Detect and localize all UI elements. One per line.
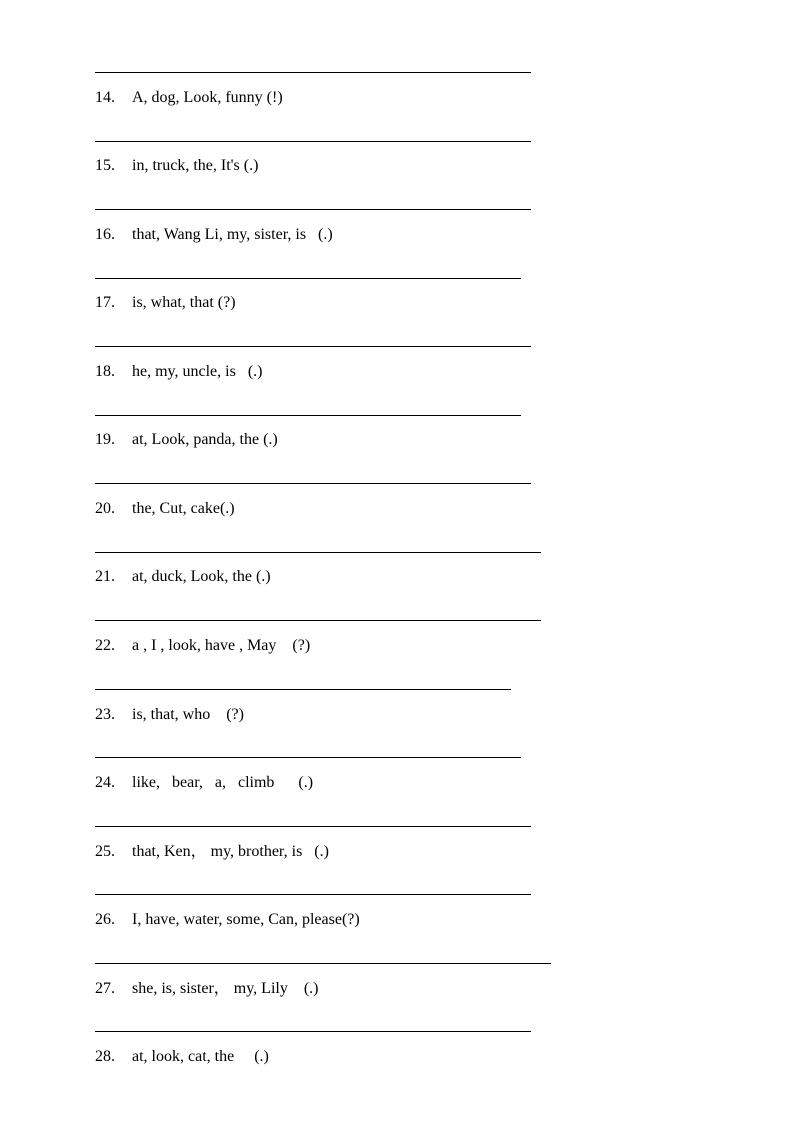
question-20 bbox=[95, 499, 235, 519]
question-number: 16. bbox=[95, 226, 115, 243]
question-words: she, is, sister， my, Lily (.) bbox=[132, 980, 319, 997]
answer-line-13 bbox=[95, 72, 531, 73]
question-15 bbox=[95, 156, 258, 176]
question-number: 20. bbox=[95, 500, 115, 517]
answer-line-27 bbox=[95, 1031, 531, 1032]
answer-line-16 bbox=[95, 278, 521, 279]
question-number: 23. bbox=[95, 706, 115, 723]
question-27 bbox=[95, 979, 319, 999]
answer-line-26 bbox=[95, 963, 551, 964]
answer-line-25 bbox=[95, 894, 531, 895]
answer-line-18 bbox=[95, 415, 521, 416]
question-26 bbox=[95, 910, 360, 930]
question-words: is, that, who (?) bbox=[132, 706, 244, 723]
answer-line-22 bbox=[95, 689, 511, 690]
question-words: at, Look, panda, the (.) bbox=[132, 431, 278, 448]
question-number: 18. bbox=[95, 363, 115, 380]
question-28 bbox=[95, 1047, 269, 1067]
question-words: that, Wang Li, my, sister, is (.) bbox=[132, 226, 333, 243]
question-19 bbox=[95, 430, 278, 450]
answer-line-19 bbox=[95, 483, 531, 484]
question-words: a , I , look, have , May (?) bbox=[132, 637, 311, 654]
question-24 bbox=[95, 773, 313, 793]
answer-line-14 bbox=[95, 141, 531, 142]
answer-line-24 bbox=[95, 826, 531, 827]
question-21 bbox=[95, 567, 271, 587]
answer-line-23 bbox=[95, 757, 521, 758]
question-22 bbox=[95, 636, 310, 656]
answer-line-21 bbox=[95, 620, 541, 621]
question-words: that, Ken， my, brother, is (.) bbox=[132, 843, 329, 860]
question-number: 27. bbox=[95, 980, 115, 997]
question-number: 24. bbox=[95, 774, 115, 791]
question-number: 17. bbox=[95, 294, 115, 311]
question-23 bbox=[95, 705, 244, 725]
answer-line-17 bbox=[95, 346, 531, 347]
question-words: at, look, cat, the (.) bbox=[132, 1048, 269, 1065]
question-words: is, what, that (?) bbox=[132, 294, 236, 311]
question-words: he, my, uncle, is (.) bbox=[132, 363, 263, 380]
question-words: I, have, water, some, Can, please(?) bbox=[132, 911, 360, 928]
question-number: 19. bbox=[95, 431, 115, 448]
question-17 bbox=[95, 293, 236, 313]
question-number: 25. bbox=[95, 843, 115, 860]
question-number: 15. bbox=[95, 157, 115, 174]
question-number: 14. bbox=[95, 89, 115, 106]
answer-line-20 bbox=[95, 552, 541, 553]
question-number: 22. bbox=[95, 637, 115, 654]
question-number: 26. bbox=[95, 911, 115, 928]
answer-line-15 bbox=[95, 209, 531, 210]
question-14 bbox=[95, 88, 283, 108]
question-words: the, Cut, cake(.) bbox=[132, 500, 235, 517]
question-words: at, duck, Look, the (.) bbox=[132, 568, 271, 585]
question-number: 28. bbox=[95, 1048, 115, 1065]
question-18 bbox=[95, 362, 262, 382]
question-words: A, dog, Look, funny (!) bbox=[132, 89, 283, 106]
question-words: like, bear, a, climb (.) bbox=[132, 774, 314, 791]
question-25 bbox=[95, 842, 329, 862]
question-16 bbox=[95, 225, 333, 245]
question-number: 21. bbox=[95, 568, 115, 585]
question-words: in, truck, the, It's (.) bbox=[132, 157, 259, 174]
